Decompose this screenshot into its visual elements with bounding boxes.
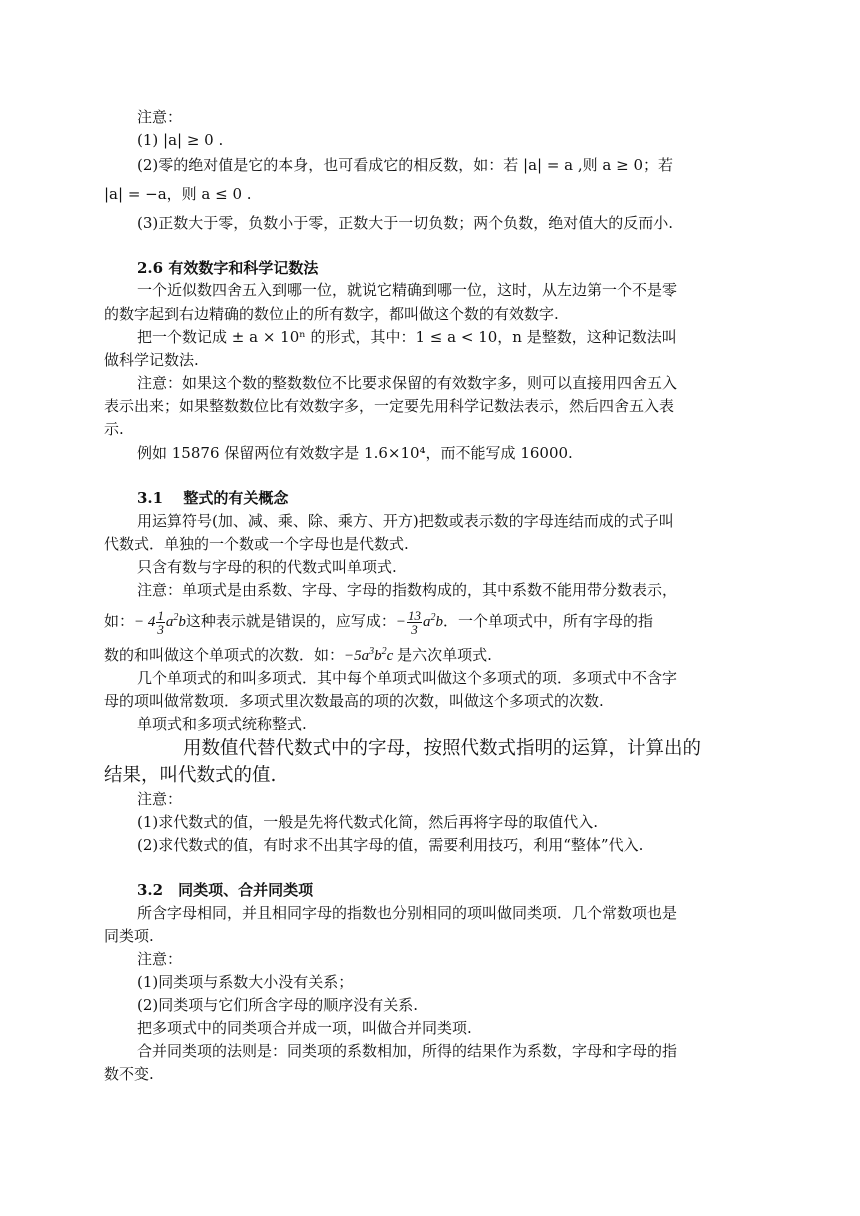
math-expression: − $\frac{13}{3}$ $a^2b$ (395, 608, 444, 637)
note-label: 注意： (137, 950, 183, 968)
paragraph: 的数字起到右边精确的数位止的所有数字，都叫做这个数的有效数字. (104, 305, 559, 323)
note-item-2-line-2: |a| = −a，则 a ≤ 0 . (104, 185, 252, 203)
math-expression: − 4 $\frac{1}{3}$ $a^2b$ (134, 608, 186, 637)
paragraph: 把多项式中的同类项合并成一项，叫做合并同类项. (137, 1019, 472, 1037)
note-item: (1)同类项与系数大小没有关系； (137, 973, 354, 991)
paragraph: 几个单项式的和叫多项式．其中每个单项式叫做这个多项式的项．多项式中不含字 (137, 669, 678, 687)
text: 如： (104, 611, 135, 630)
section-heading-3-2: 3.2 同类项、合并同类项 (137, 881, 314, 899)
section-heading-2-6: 2.6 有效数字和科学记数法 (137, 259, 319, 277)
note-item-3: (3)正数大于零，负数小于零，正数大于一切负数；两个负数，绝对值大的反而小. (137, 214, 674, 232)
paragraph: 只含有数与字母的积的代数式叫单项式. (137, 558, 397, 576)
paragraph-large: 用数值代替代数式中的字母，按照代数式指明的运算，计算出的 (183, 738, 702, 759)
paragraph: 同类项. (104, 927, 154, 945)
paragraph: 用运算符号(加、减、乘、除、乘方、开方)把数或表示数的字母连结而成的式子叫 (137, 512, 674, 530)
formula-line (104, 645, 492, 666)
note-item: (1)求代数式的值，一般是先将代数式化简，然后再将字母的取值代入. (137, 813, 599, 831)
note-item: (2)求代数式的值，有时求不出其字母的值，需要利用技巧，利用“整体”代入. (137, 836, 644, 854)
text: 数的和叫做这个单项式的次数．如： (104, 646, 345, 664)
note-label: 注意： (137, 790, 183, 808)
note-item-2-line-1: (2)零的绝对值是它的本身，也可看成它的相反数，如：若 |a| = a ,则 a ≥ 0；若 (137, 156, 674, 174)
paragraph: 示. (104, 420, 124, 438)
paragraph: 合并同类项的法则是：同类项的系数相加，所得的结果作为系数，字母和字母的指 (137, 1042, 678, 1060)
math-expression: $-5a^3b^2c$ (344, 646, 398, 664)
paragraph: 母的项叫做常数项．多项式里次数最高的项的次数，叫做这个多项式的次数. (104, 692, 604, 710)
paragraph: 单项式和多项式统称整式. (137, 715, 307, 733)
formula-line (104, 609, 653, 636)
text: 这种表示就是错误的，应写成： (185, 611, 396, 630)
note-item-1: (1) |a| ≥ 0 . (137, 131, 224, 149)
note-label: 注意： (137, 108, 183, 126)
paragraph: 数不变. (104, 1065, 154, 1083)
paragraph-large: 结果，叫代数式的值. (104, 765, 277, 786)
paragraph: 注意：如果这个数的整数数位不比要求保留的有效数字多，则可以直接用四舍五入 (137, 374, 678, 392)
paragraph: 代数式．单独的一个数或一个字母也是代数式. (104, 535, 409, 553)
paragraph: 做科学记数法. (104, 351, 199, 369)
paragraph: 注意：单项式是由系数、字母、字母的指数构成的，其中系数不能用带分数表示， (137, 581, 678, 599)
example-line: 例如 15876 保留两位有效数字是 1.6×10⁴，而不能写成 16000. (137, 444, 573, 462)
paragraph: 把一个数记成 ± a × 10ⁿ 的形式，其中：1 ≤ a < 10，n 是整数，这种记数法叫 (137, 328, 677, 346)
section-heading-3-1: 3.1 整式的有关概念 (137, 489, 289, 507)
text: ．一个单项式中，所有字母的指 (443, 611, 654, 630)
paragraph: 表示出来；如果整数数位比有效数字多，一定要先用科学记数法表示，然后四舍五入表 (104, 397, 675, 415)
text: 是六次单项式. (397, 646, 492, 664)
paragraph: 一个近似数四舍五入到哪一位，就说它精确到哪一位，这时，从左边第一个不是零 (137, 281, 678, 299)
note-item: (2)同类项与它们所含字母的顺序没有关系. (137, 996, 419, 1014)
paragraph: 所含字母相同，并且相同字母的指数也分别相同的项叫做同类项．几个常数项也是 (137, 904, 678, 922)
